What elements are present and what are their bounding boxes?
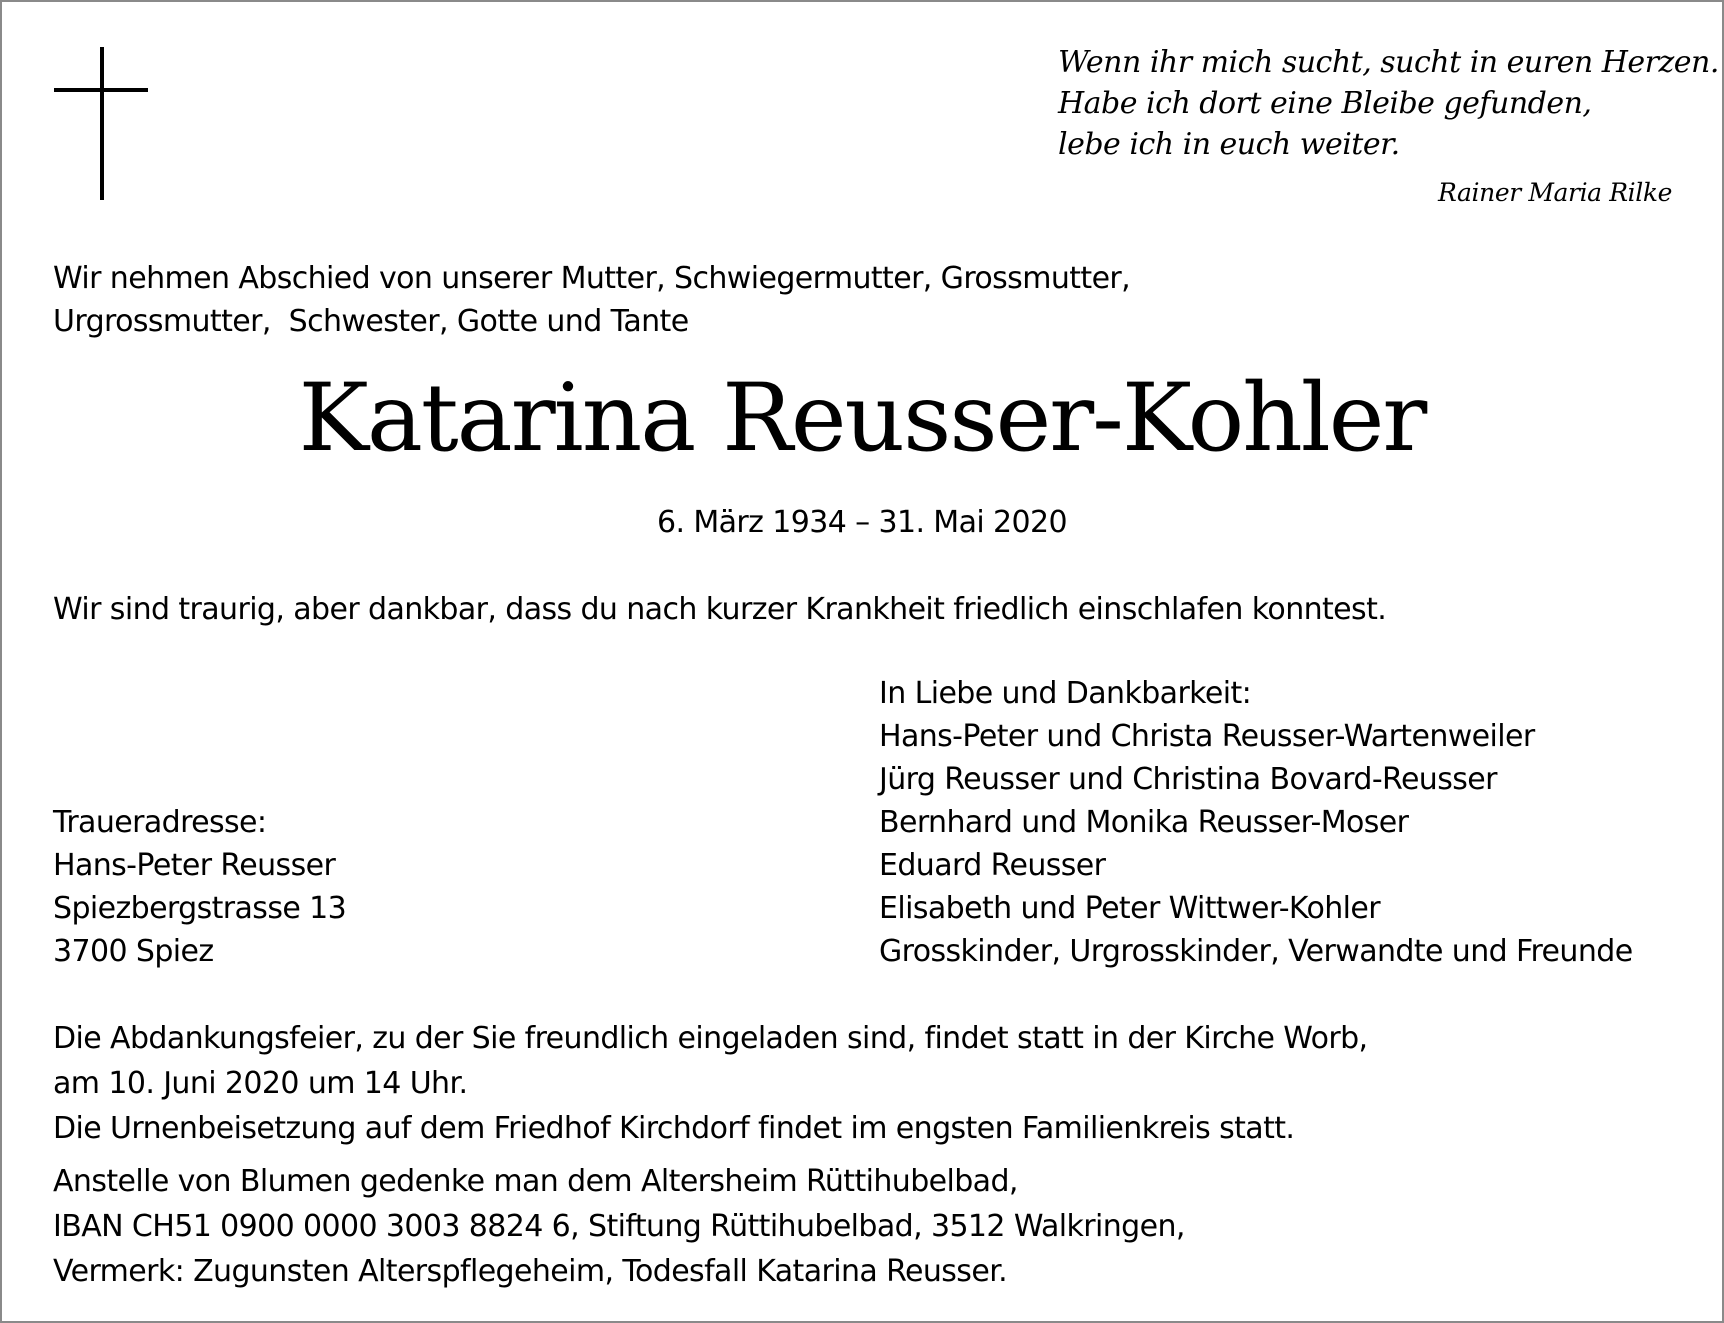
intro-line: Wir nehmen Abschied von unserer Mutter, Schwiegermutter, Grossmutter, <box>53 261 1131 296</box>
farewell-intro <box>53 257 1130 343</box>
life-dates: 6. März 1934 – 31. Mai 2020 <box>657 505 1067 540</box>
cross-vertical-bar <box>100 47 104 200</box>
family-heading: In Liebe und Dankbarkeit: <box>879 676 1252 711</box>
family-line: Elisabeth und Peter Wittwer-Kohler <box>879 891 1380 926</box>
quote-line: Habe ich dort eine Bleibe gefunden, <box>1058 86 1592 121</box>
family-signatures <box>879 672 1633 973</box>
family-line: Bernhard und Monika Reusser-Moser <box>879 805 1409 840</box>
sentence-line: Wir sind traurig, aber dankbar, dass du nach kurzer Krankheit friedlich einschlafen konntest. <box>53 592 1387 627</box>
service-line: Die Abdankungsfeier, zu der Sie freundlich eingeladen sind, findet statt in der Kirche Worb, <box>53 1021 1368 1056</box>
rilke-quote <box>1058 42 1719 165</box>
donation-line: IBAN CH51 0900 0000 3003 8824 6, Stiftung Rüttihubelbad, 3512 Walkringen, <box>53 1209 1185 1244</box>
mourning-address <box>53 801 346 973</box>
donation-line: Vermerk: Zugunsten Alterspflegeheim, Todesfall Katarina Reusser. <box>53 1254 1008 1289</box>
address-label: Traueradresse: <box>53 805 267 840</box>
address-name: Hans-Peter Reusser <box>53 848 336 883</box>
funeral-service-info <box>53 1016 1367 1151</box>
family-line: Eduard Reusser <box>879 848 1106 883</box>
address-street: Spiezbergstrasse 13 <box>53 891 347 926</box>
quote-author: Rainer Maria Rilke <box>1438 178 1672 207</box>
cross-horizontal-bar <box>54 88 148 92</box>
quote-line: lebe ich in euch weiter. <box>1058 127 1400 162</box>
service-line: Die Urnenbeisetzung auf dem Friedhof Kirchdorf findet im engsten Familienkreis statt. <box>53 1111 1295 1146</box>
deceased-name: Katarina Reusser-Kohler <box>298 364 1426 473</box>
family-line: Hans-Peter und Christa Reusser-Wartenweiler <box>879 719 1535 754</box>
donation-info <box>53 1159 1185 1294</box>
intro-line: Urgrossmutter, Schwester, Gotte und Tante <box>53 304 689 339</box>
address-city: 3700 Spiez <box>53 934 214 969</box>
family-line: Jürg Reusser und Christina Bovard-Reusser <box>879 762 1497 797</box>
condolence-sentence <box>53 588 1386 631</box>
service-line: am 10. Juni 2020 um 14 Uhr. <box>53 1066 468 1101</box>
quote-line: Wenn ihr mich sucht, sucht in euren Herzen. <box>1058 45 1719 80</box>
family-line: Grosskinder, Urgrosskinder, Verwandte und Freunde <box>879 934 1633 969</box>
donation-line: Anstelle von Blumen gedenke man dem Altersheim Rüttihubelbad, <box>53 1164 1018 1199</box>
